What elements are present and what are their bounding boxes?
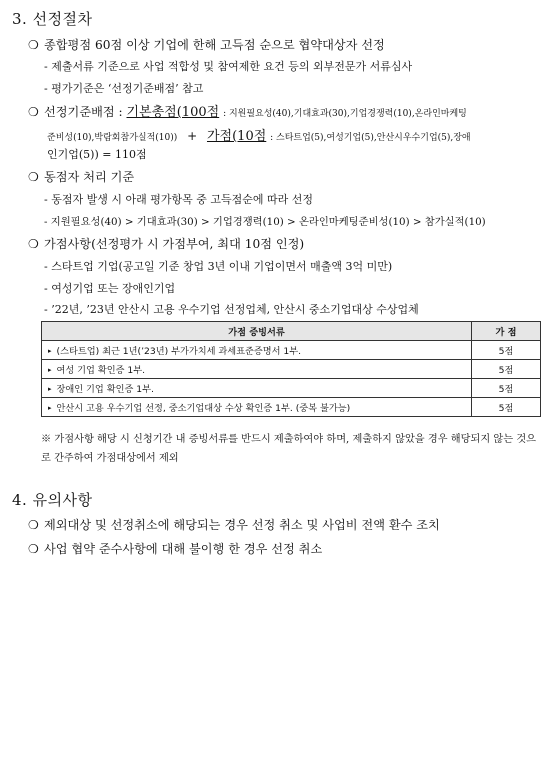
- triangle-bullet-icon: ▸: [48, 385, 52, 393]
- item-text: 동점자 처리 기준: [44, 170, 135, 184]
- section-4-title: 4. 유의사항: [12, 491, 93, 509]
- circle-bullet-icon: ❍: [28, 38, 39, 52]
- sub-item: - 제출서류 기준으로 사업 적합성 및 참여제한 요건 등의 외부전문가 서류심사: [44, 60, 413, 73]
- sub-item: - ’22년, ’23년 안산시 고용 우수기업 선정업체, 안산시 중소기업대상 수상업체: [44, 303, 419, 316]
- triangle-bullet-icon: ▸: [48, 347, 52, 355]
- item-text: 사업 협약 준수사항에 대해 불이행 한 경우 선정 취소: [44, 542, 323, 556]
- sub-item: - 지원필요성(40) > 기대효과(30) > 기업경쟁력(10) > 온라인마케팅준비성(10) > 참가실적(10): [44, 216, 486, 228]
- bonus-note: ※ 가점사항 해당 시 신청기간 내 증빙서류를 반드시 제출하여야 하며, 제출하지 않았을 경우 해당되지 않는 것으로 간주하여 가점대상에서 제외: [41, 434, 537, 464]
- bullet-item: [28, 235, 304, 252]
- circle-bullet-icon: ❍: [28, 237, 39, 251]
- bullet-item: [28, 168, 134, 185]
- plus-sign: +: [187, 129, 198, 143]
- circle-bullet-icon: ❍: [28, 170, 39, 184]
- criteria-label: 선정기준배점 :: [44, 105, 123, 119]
- table-cell: 5점: [472, 398, 541, 417]
- table-cell: 5점: [472, 379, 541, 398]
- table-cell: 장애인 기업 확인증 1부.: [56, 384, 154, 395]
- table-cell: 여성 기업 확인증 1부.: [56, 365, 146, 376]
- table-cell: (스타트업) 최근 1년(’23년) 부가가치세 과세표준증명서 1부.: [56, 346, 302, 357]
- table-row: [42, 398, 541, 417]
- sub-item: - 평가기준은 ‘선정기준배점’ 참고: [44, 82, 204, 95]
- criteria-line: [28, 101, 467, 120]
- base-score-label: 기본총점(100점: [126, 105, 220, 120]
- item-text: 가점사항(선정평가 시 가점부여, 최대 10점 인정): [44, 237, 305, 251]
- table-row: [42, 341, 541, 360]
- bonus-evidence-table: [41, 321, 541, 417]
- item-text: 제외대상 및 선정취소에 해당되는 경우 선정 취소 및 사업비 전액 환수 조치: [44, 518, 440, 532]
- triangle-bullet-icon: ▸: [48, 366, 52, 374]
- column-header: 가 점: [472, 322, 541, 341]
- base-score-detail-2: 준비성(10),박람회참가실적(10)): [47, 133, 178, 143]
- sub-item: - 동점자 발생 시 아래 평가항목 중 고득점순에 따라 선정: [44, 193, 313, 206]
- circle-bullet-icon: ❍: [28, 105, 39, 119]
- table-cell: 5점: [472, 360, 541, 379]
- sub-item: - 여성기업 또는 장애인기업: [44, 282, 176, 295]
- table-row: [42, 360, 541, 379]
- triangle-bullet-icon: ▸: [48, 404, 52, 412]
- item-text: 종합평점 60점 이상 기업에 한해 고득점 순으로 협약대상자 선정: [44, 38, 385, 52]
- section-3-title: 3. 선정절차: [12, 10, 93, 28]
- table-header-row: [42, 322, 541, 341]
- bullet-item: [28, 540, 322, 557]
- bullet-item: [28, 516, 440, 533]
- circle-bullet-icon: ❍: [28, 518, 39, 532]
- bonus-score-label: 가점(10점: [206, 129, 267, 144]
- bonus-score-detail-2: 인기업(5)) = 110점: [47, 148, 147, 161]
- bullet-item: [28, 36, 385, 53]
- bonus-score-detail: : 스타트업(5),여성기업(5),안산시우수기업(5),장애: [270, 133, 471, 143]
- table-cell: 안산시 고용 우수기업 선정, 중소기업대상 수상 확인증 1부. (중복 불가능): [56, 403, 351, 414]
- table-cell: 5점: [472, 341, 541, 360]
- column-header: 가점 증빙서류: [42, 322, 472, 341]
- criteria-line-2: [47, 125, 471, 144]
- circle-bullet-icon: ❍: [28, 542, 39, 556]
- sub-item: - 스타트업 기업(공고일 기준 창업 3년 이내 기업이면서 매출액 3억 미만): [44, 260, 393, 273]
- base-score-detail: : 지원필요성(40),기대효과(30),기업경쟁력(10),온라인마케팅: [223, 109, 467, 119]
- table-row: [42, 379, 541, 398]
